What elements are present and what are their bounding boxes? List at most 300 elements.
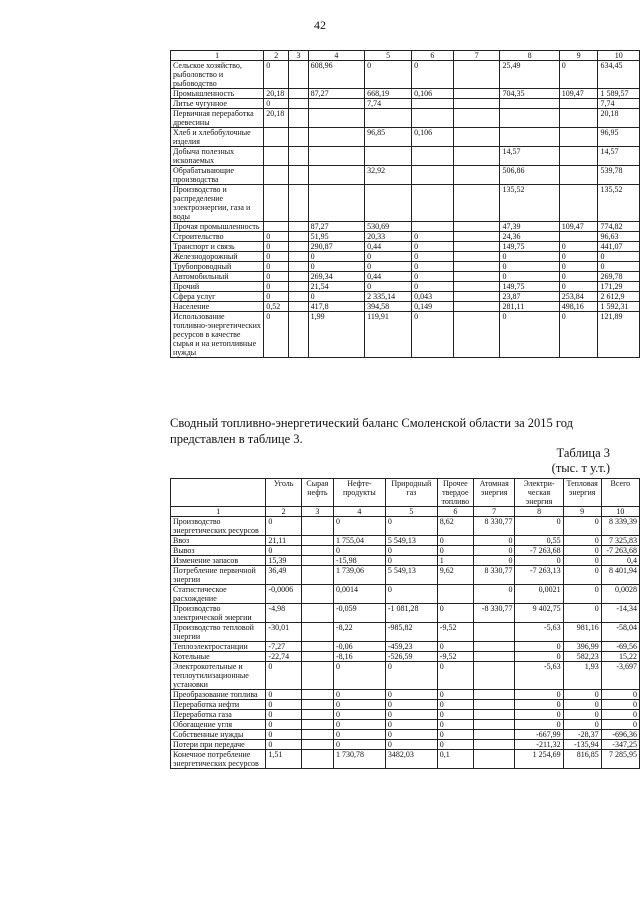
row-label: 1 [171, 507, 266, 517]
table-cell: 0 [598, 252, 640, 262]
table-row [171, 185, 640, 222]
table-cell [453, 99, 500, 109]
table-cell: -22,74 [266, 652, 301, 662]
table-cell: 417,8 [308, 302, 365, 312]
table-cell: 0 [365, 282, 412, 292]
table-cell: 20,18 [264, 109, 289, 128]
table-cell: 3 [301, 507, 333, 517]
table-cell [453, 302, 500, 312]
table-cell: 0 [559, 252, 598, 262]
table-cell [559, 166, 598, 185]
table-cell: 0 [412, 262, 454, 272]
table-cell [308, 185, 365, 222]
table-cell: -7 263,68 [515, 546, 563, 556]
table-cell: -0,0006 [266, 585, 301, 604]
table-cell [473, 730, 515, 740]
table-cell: 9 [559, 51, 598, 61]
table-cell: 0 [412, 282, 454, 292]
table-cell [264, 222, 289, 232]
table-cell [289, 185, 308, 222]
table-cell: 0 [266, 517, 301, 536]
table-cell: 1 254,69 [515, 750, 563, 769]
table-cell [301, 556, 333, 566]
table-cell: 0 [437, 536, 473, 546]
table-cell: 608,96 [308, 61, 365, 89]
table-cell: 7 [453, 51, 500, 61]
table-cell: 0 [473, 536, 515, 546]
table-cell: 0 [601, 700, 639, 710]
table-cell [559, 185, 598, 222]
row-label: Прочий [171, 282, 264, 292]
table-cell: 0 [515, 556, 563, 566]
table-cell: 0 [333, 517, 385, 536]
table-cell: -459,23 [385, 642, 437, 652]
table-cell: 0 [333, 700, 385, 710]
table-cell [289, 147, 308, 166]
table-cell [453, 252, 500, 262]
table-row [171, 166, 640, 185]
table-row [171, 546, 640, 556]
table-cell [453, 242, 500, 252]
table-cell: 0,44 [365, 272, 412, 282]
table-row [171, 312, 640, 358]
table-cell: Прочее твердое топливо [437, 479, 473, 507]
table-row [171, 222, 640, 232]
table-cell: 2 [264, 51, 289, 61]
table-cell [301, 662, 333, 690]
table-cell [412, 109, 454, 128]
row-label: Производство электрической энергии [171, 604, 266, 623]
table-cell: 4 [308, 51, 365, 61]
table-cell: 9 [563, 507, 601, 517]
table-cell: -696,36 [601, 730, 639, 740]
table-cell: Уголь [266, 479, 301, 507]
table-cell [437, 585, 473, 604]
table-cell: 96,95 [598, 128, 640, 147]
table-cell: 0 [437, 604, 473, 623]
table-cell: 121,89 [598, 312, 640, 358]
table-row [171, 147, 640, 166]
table-cell [308, 166, 365, 185]
table-row [171, 61, 640, 89]
table-row [171, 128, 640, 147]
table-cell [412, 99, 454, 109]
table-cell: -8,22 [333, 623, 385, 642]
row-label: 1 [171, 51, 264, 61]
table-cell: 0,52 [264, 302, 289, 312]
table-cell [453, 147, 500, 166]
table-row [171, 750, 640, 769]
table-cell: -0,059 [333, 604, 385, 623]
table-cell: 0 [385, 546, 437, 556]
row-label: Статистическое расхождение [171, 585, 266, 604]
table-cell [473, 652, 515, 662]
table-cell: 135,52 [598, 185, 640, 222]
table-cell [453, 262, 500, 272]
table-cell: 0 [559, 61, 598, 89]
table-cell: 8 401,94 [601, 566, 639, 585]
table-cell: 109,47 [559, 89, 598, 99]
table-cell [289, 166, 308, 185]
table-cell: -347,25 [601, 740, 639, 750]
table-cell [301, 604, 333, 623]
table-cell [473, 662, 515, 690]
table-cell [301, 517, 333, 536]
table-cell: 0 [266, 730, 301, 740]
table-cell: 0 [563, 585, 601, 604]
table-row [171, 232, 640, 242]
row-label: Добыча полезных ископаемых [171, 147, 264, 166]
table-units: (тыс. т у.т.) [551, 461, 610, 475]
table-cell [289, 302, 308, 312]
table-cell: Атомная энергия [473, 479, 515, 507]
table-cell [308, 99, 365, 109]
table-cell: -7 263,13 [515, 566, 563, 585]
table-cell: 1,93 [563, 662, 601, 690]
table-cell: 0 [559, 282, 598, 292]
table-cell: 0 [437, 662, 473, 690]
table-cell [264, 166, 289, 185]
table-cell: -8,16 [333, 652, 385, 662]
table-cell: 0 [412, 61, 454, 89]
table-cell [559, 147, 598, 166]
table-cell: 0,44 [365, 242, 412, 252]
table-cell: 290,87 [308, 242, 365, 252]
table-cell [301, 546, 333, 556]
table-cell: 0 [515, 690, 563, 700]
table-cell: 10 [601, 507, 639, 517]
table-cell [453, 61, 500, 89]
row-label: Производство и распределение электроэнергии, газа и воды [171, 185, 264, 222]
table-cell: -7,27 [266, 642, 301, 652]
table-row [171, 556, 640, 566]
table-cell: 704,35 [500, 89, 559, 99]
table-cell [301, 652, 333, 662]
table-cell: 0 [500, 262, 559, 272]
table-cell [301, 566, 333, 585]
row-label: Теплоэлектростанции [171, 642, 266, 652]
table-cell: 0 [385, 690, 437, 700]
table-cell [301, 720, 333, 730]
table-cell: -526,59 [385, 652, 437, 662]
row-label: Автомобильный [171, 272, 264, 282]
table-cell: 0,1 [437, 750, 473, 769]
table-cell: 0 [266, 662, 301, 690]
table-caption [552, 446, 610, 476]
table-cell: 0 [412, 272, 454, 282]
table-cell: 5 [385, 507, 437, 517]
table-cell: 7 [473, 507, 515, 517]
table-cell [289, 292, 308, 302]
table-cell: 51,95 [308, 232, 365, 242]
table-cell: 0 [385, 700, 437, 710]
table-cell [289, 242, 308, 252]
table-cell: 0 [437, 710, 473, 720]
table-cell: 981,16 [563, 623, 601, 642]
table-cell: 8 330,77 [473, 517, 515, 536]
table-cell: -3,697 [601, 662, 639, 690]
table-cell [473, 710, 515, 720]
table-cell: 0 [473, 546, 515, 556]
table-cell: 15,22 [601, 652, 639, 662]
table-cell [412, 222, 454, 232]
row-label: Потери при передаче [171, 740, 266, 750]
row-label: Преобразование топлива [171, 690, 266, 700]
table-cell: 0 [333, 730, 385, 740]
row-label: Обогащение угля [171, 720, 266, 730]
table-cell: 394,58 [365, 302, 412, 312]
table-cell: 96,63 [598, 232, 640, 242]
table-row [171, 623, 640, 642]
table-cell: -667,99 [515, 730, 563, 740]
table-cell: 396,99 [563, 642, 601, 652]
table-cell: 0 [412, 242, 454, 252]
table-cell: 5 549,13 [385, 536, 437, 546]
table-cell: 8 [500, 51, 559, 61]
table-cell [301, 750, 333, 769]
table-cell: 0 [559, 262, 598, 272]
table-cell: -14,34 [601, 604, 639, 623]
table-row [171, 292, 640, 302]
table-cell: 0 [266, 546, 301, 556]
table-cell [500, 109, 559, 128]
table-cell: 0,55 [515, 536, 563, 546]
row-label: Сфера услуг [171, 292, 264, 302]
table-cell: 0 [559, 272, 598, 282]
table-cell: 0 [264, 292, 289, 302]
table-row [171, 517, 640, 536]
table-cell [301, 585, 333, 604]
table-cell: 9,62 [437, 566, 473, 585]
table-cell: 0 [385, 662, 437, 690]
table-cell: 2 [266, 507, 301, 517]
row-label [171, 479, 266, 507]
row-label: Прочая промышленность [171, 222, 264, 232]
table-row [171, 642, 640, 652]
row-label: Строительство [171, 232, 264, 242]
table-cell [453, 292, 500, 302]
table-row [171, 662, 640, 690]
table-cell: -8 330,77 [473, 604, 515, 623]
table-cell: 9 402,75 [515, 604, 563, 623]
table-cell: 47,39 [500, 222, 559, 232]
table-3 [170, 478, 640, 769]
table-number: Таблица 3 [556, 446, 610, 460]
table-cell: 1 755,04 [333, 536, 385, 546]
table-cell: 0 [385, 585, 437, 604]
table-cell [301, 710, 333, 720]
table-row [171, 262, 640, 272]
table-cell: 0,0021 [515, 585, 563, 604]
table-cell: -9,52 [437, 652, 473, 662]
table-cell: 0 [333, 662, 385, 690]
table-cell: 0 [264, 312, 289, 358]
row-label: Вывоз [171, 546, 266, 556]
table-cell: 0 [601, 710, 639, 720]
table-row [171, 89, 640, 99]
table-cell: -5,63 [515, 623, 563, 642]
table-cell [473, 623, 515, 642]
table-cell: Электри-ческая энергия [515, 479, 563, 507]
table-cell: -58,04 [601, 623, 639, 642]
row-label: Литье чугунное [171, 99, 264, 109]
table-cell: 0 [559, 242, 598, 252]
table-row [171, 585, 640, 604]
table-cell: -69,56 [601, 642, 639, 652]
table-cell: 0 [308, 292, 365, 302]
table-cell: 0 [365, 262, 412, 272]
table-cell: 87,27 [308, 222, 365, 232]
table-row [171, 740, 640, 750]
table-cell: 0 [563, 710, 601, 720]
table-cell: 816,85 [563, 750, 601, 769]
table-cell: 0 [515, 720, 563, 730]
table-cell: 498,16 [559, 302, 598, 312]
table-cell: 6 [437, 507, 473, 517]
table-cell: 0 [385, 720, 437, 730]
table-cell [559, 99, 598, 109]
row-label: Собственные нужды [171, 730, 266, 740]
table-cell [453, 312, 500, 358]
table-cell [289, 61, 308, 89]
row-label: Хлеб и хлебобулочные изделия [171, 128, 264, 147]
table-cell [365, 109, 412, 128]
table-cell: 0 [515, 700, 563, 710]
table-cell: 21,54 [308, 282, 365, 292]
table-row [171, 99, 640, 109]
table-cell [301, 623, 333, 642]
table-cell [453, 232, 500, 242]
table-cell [453, 109, 500, 128]
table-cell: 24,36 [500, 232, 559, 242]
table-cell: 32,92 [365, 166, 412, 185]
table-cell: 7 325,83 [601, 536, 639, 546]
table-cell: 0,0014 [333, 585, 385, 604]
table-cell: 269,34 [308, 272, 365, 282]
table-cell: 1 589,57 [598, 89, 640, 99]
table-cell [412, 166, 454, 185]
table-cell [473, 700, 515, 710]
table-cell: 8 339,39 [601, 517, 639, 536]
table-cell: Всего [601, 479, 639, 507]
table-cell: 0 [515, 710, 563, 720]
row-label: Производство энергетических ресурсов [171, 517, 266, 536]
table-row [171, 652, 640, 662]
table-cell: 8,62 [437, 517, 473, 536]
table-cell: 668,19 [365, 89, 412, 99]
table-cell: Нефте-продукты [333, 479, 385, 507]
table-row [171, 690, 640, 700]
table-cell [289, 109, 308, 128]
table-cell: 0 [264, 99, 289, 109]
table-cell: 0 [333, 710, 385, 720]
table-row [171, 720, 640, 730]
table-row [171, 282, 640, 292]
table-cell: 0 [385, 740, 437, 750]
table-cell: 0 [333, 690, 385, 700]
table-row [171, 302, 640, 312]
table-cell: 1 [437, 556, 473, 566]
table-cell [453, 128, 500, 147]
row-label: Переработка нефти [171, 700, 266, 710]
table-cell: 0 [563, 517, 601, 536]
table-cell: -0,06 [333, 642, 385, 652]
table-cell: 20,33 [365, 232, 412, 242]
table-cell: 0 [437, 700, 473, 710]
table-cell [500, 99, 559, 109]
table-cell: 1 739,06 [333, 566, 385, 585]
row-label: Электрокотельные и теплоутилизационные установки [171, 662, 266, 690]
row-label: Изменение запасов [171, 556, 266, 566]
table-row [171, 604, 640, 623]
row-label: Переработка газа [171, 710, 266, 720]
table-cell [289, 128, 308, 147]
table-cell: 0 [563, 720, 601, 730]
table-cell: 0 [515, 517, 563, 536]
table-cell [559, 232, 598, 242]
table-cell: -135,94 [563, 740, 601, 750]
table-cell: 0 [601, 690, 639, 700]
table-cell: 0 [500, 272, 559, 282]
table-row [171, 272, 640, 282]
table-cell: -28,37 [563, 730, 601, 740]
table-cell [301, 536, 333, 546]
table-cell [289, 89, 308, 99]
table-cell: 506,86 [500, 166, 559, 185]
table-cell [473, 740, 515, 750]
table-cell: 530,69 [365, 222, 412, 232]
paragraph: Сводный топливно-энергетический баланс Смоленской области за 2015 год представлен в таблице 3. [170, 416, 573, 446]
table-cell: 539,78 [598, 166, 640, 185]
row-label: Транспорт и связь [171, 242, 264, 252]
header-number-row [171, 507, 640, 517]
table-cell: 149,75 [500, 242, 559, 252]
table-cell: 253,84 [559, 292, 598, 302]
table-cell: 135,52 [500, 185, 559, 222]
table-cell: 0 [385, 730, 437, 740]
table-cell: 0 [601, 720, 639, 730]
table-row [171, 710, 640, 720]
table-row [171, 242, 640, 252]
table-cell: -30,01 [266, 623, 301, 642]
table-cell: 441,07 [598, 242, 640, 252]
table-cell [264, 185, 289, 222]
table-cell [412, 147, 454, 166]
table-cell [264, 147, 289, 166]
table-cell: 3482,03 [385, 750, 437, 769]
table-1 [170, 50, 640, 358]
table-cell: 171,29 [598, 282, 640, 292]
table-cell [289, 262, 308, 272]
table-cell: 0 [563, 604, 601, 623]
header-row [171, 51, 640, 61]
table-cell: 0,106 [412, 128, 454, 147]
table-cell [473, 642, 515, 652]
table-cell [559, 128, 598, 147]
table-row [171, 700, 640, 710]
table-cell: 14,57 [500, 147, 559, 166]
table-cell [559, 109, 598, 128]
table-cell: 7 285,95 [601, 750, 639, 769]
table-cell: 0 [515, 652, 563, 662]
table-cell: 0 [437, 740, 473, 750]
table-cell: 0 [264, 242, 289, 252]
table-cell: 15,39 [266, 556, 301, 566]
table-cell [453, 272, 500, 282]
table-cell: 0 [515, 642, 563, 652]
table-cell: -211,32 [515, 740, 563, 750]
table-cell: 0 [437, 690, 473, 700]
